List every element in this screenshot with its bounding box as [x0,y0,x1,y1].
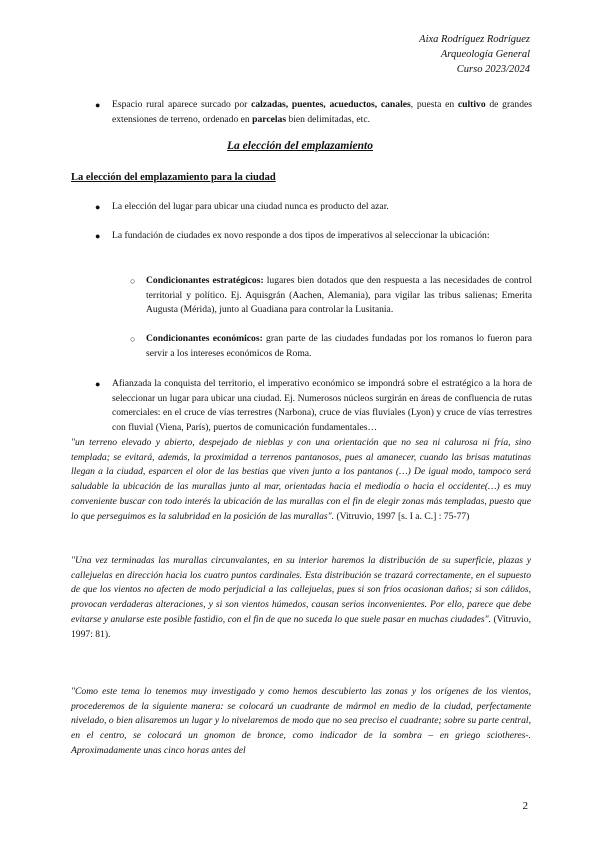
header-course: Arqueología General [440,49,530,60]
bullet-icon: ● [95,202,101,212]
quote-vitruvio-1: "un terreno elevado y abierto, despejado de nieblas y con una orientación que no sea ni calurosa ni fría, sino templada; se evitará, además, la proximidad a terrenos pantanosos, pues al amanecer, cuando las brisas matutinas llegan a la ciudad, esparcen el olor de las bestias que viven junto a los pantanos (…) De igual modo, tampoco será saludable la ubicación de las murallas junto al mar, orientadas hacia el mediodía o hacia el occidente(…) es muy conveniente buscar con todo interés la ubicación de las murallas con el fin de elegir zonas más templadas, puesto que lo que perseguimos es la salubridad en la posición de las murallas". (Vitruvio, 1997 [s. I a. C.] : 75-77) [71,437,531,522]
subsection-title: La elección del emplazamiento para la ciudad [71,172,276,183]
bullet-choice-not-random: ● La elección del lugar para ubicar una ciudad nunca es producto del azar. [112,200,532,215]
header-author: Aixa Rodríguez Rodríguez [419,34,530,45]
subbullet-economic: ○ Condicionantes económicos: gran parte de las ciudades fundadas por los romanos lo fueron para servir a los intereses económicos de Roma. [130,333,532,359]
bullet-icon: ● [95,100,101,110]
page-number: 2 [522,800,528,812]
quote-vitruvio-3: "Como este tema lo tenemos muy investigado y como hemos descubierto las zonas y los orígenes de los vientos, procederemos de la siguiente manera: se colocará un cuadrante de mármol en medio de la ciudad, perfectamente nivelado, o bien alisaremos un lugar y lo nivelaremos de modo que no sea preciso el cuadrante; sobre su parte central, en el centro, se colocará un gnomon de bronce, como indicador de la sombra – en griego sciotheres-. Aproximadamente unas cinco horas antes del [71,686,531,756]
bullet-icon: ● [95,231,101,241]
subbullet-strategic: ○ Condicionantes estratégicos: lugares bien dotados que den respuesta a las necesidades de control territorial y político. Ej. Aquisgrán (Aachen, Alemania), para vigilar las tribus salienas; Emerita Augusta (Mérida), junto al Guadiana para controlar la Lusitania. [130,275,532,315]
section-title: La elección del emplazamiento [227,140,373,152]
bullet-economic-imperative: ● Afianzada la conquista del territorio, el imperativo económico se impondrá sobre el estratégico a la hora de seleccionar un lugar para ubicar una ciudad. Ej. Numerosos núcleos surgirán en áreas de confluencia de rutas comerciales: en el cruce de vías terrestres (Narbona), cruce de vías fluviales (Lyon) y cruce de vías terrestres con fluvial (Viena, París), puertos de comunicación fundamentales… [95,378,532,433]
sub-bullet-icon: ○ [130,334,136,344]
sub-bullet-icon: ○ [130,276,136,286]
quote-vitruvio-2: "Una vez terminadas las murallas circunvalantes, en su interior haremos la distribución de su superficie, plazas y callejuelas en dirección hacia los cuatro puntos cardinales. Esta distribución se trazará correctamente, en el supuesto de que los vientos no afecten de modo perjudicial a las callejuelas, pues si son fríos ocasionan daños; si son cálidos, provocan verdaderas alteraciones, y si son vientos húmedos, causan serios inconvenientes. Por ello, parece que debe evitarse y anularse este posible fastidio, con el fin de que no suceda lo que suele pasar en muchas ciudades". (Vitruvio, 1997: 81). [71,555,531,640]
bullet-icon: ● [95,379,101,389]
header-year: Curso 2023/2024 [456,64,530,75]
page-header [419,32,530,77]
bullet-ex-novo: ● La fundación de ciudades ex novo responde a dos tipos de imperativos al seleccionar la ubicación: [112,229,532,244]
bullet-rural-space: ● Espacio rural aparece surcado por calzadas, puentes, acueductos, canales, puesta en cultivo de grandes extensiones de terreno, ordenado en parcelas bien delimitadas, etc. [95,99,532,125]
